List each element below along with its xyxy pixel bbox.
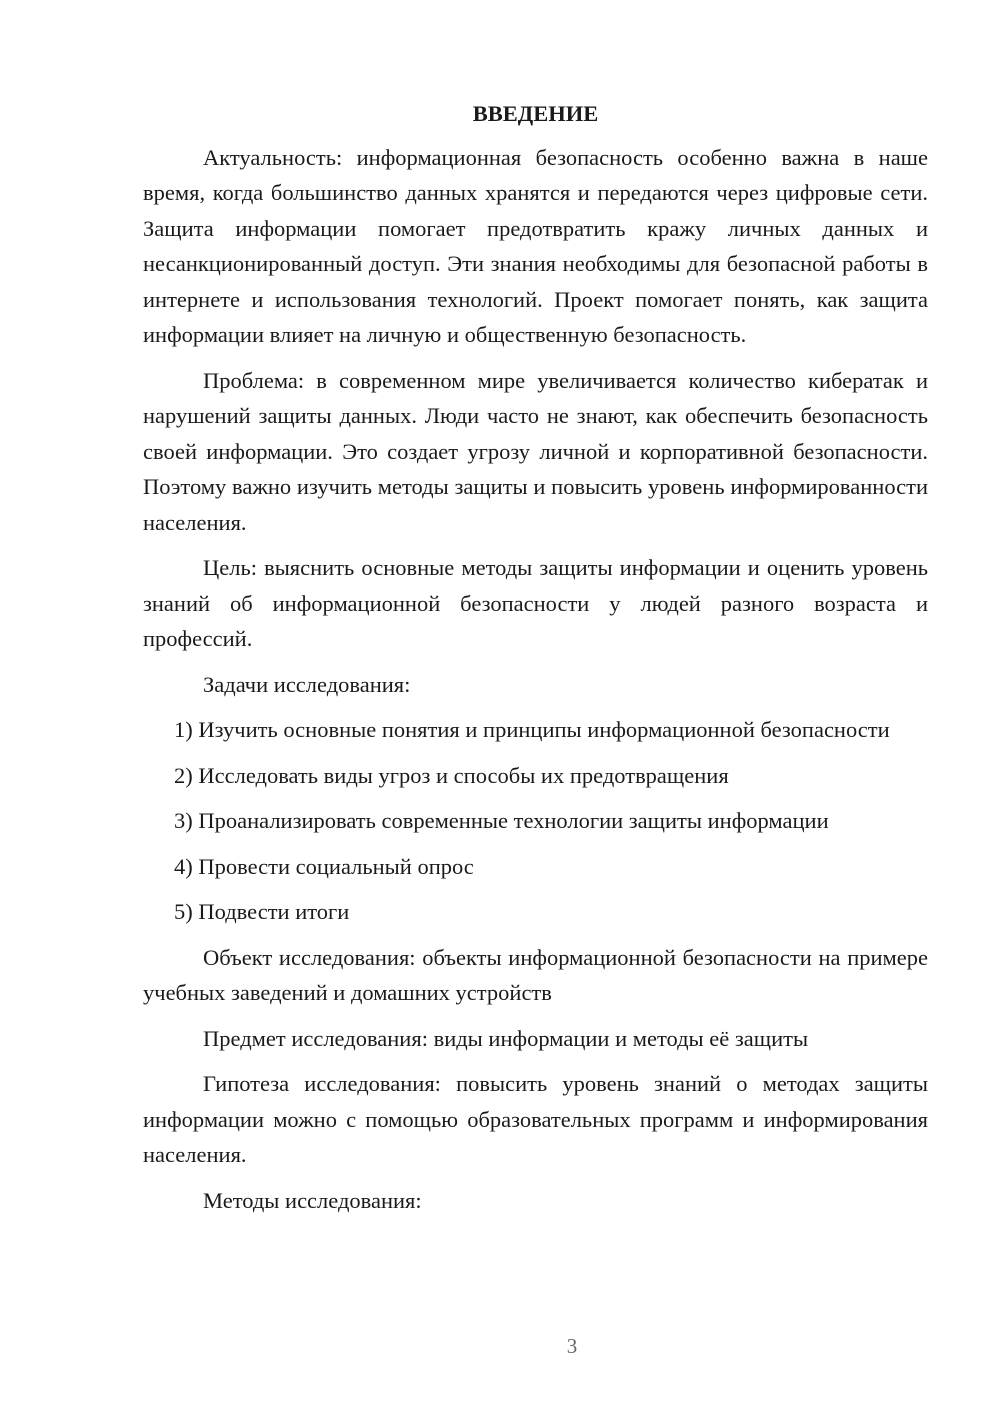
- task-item: 3) Проанализировать современные технологии защиты информации: [174, 808, 829, 833]
- subject-paragraph: Предмет исследования: виды информации и методы её защиты: [203, 1025, 809, 1051]
- hypothesis-paragraph: Гипотеза исследования: повысить уровень знаний о методах защиты информации можно с помощью образовательных программ и информирования населения.: [143, 1071, 928, 1167]
- task-item: 4) Провести социальный опрос: [174, 853, 474, 879]
- page-title: ВВЕДЕНИЕ: [472, 101, 599, 126]
- task-item: 2) Исследовать виды угроз и способы их предотвращения: [174, 762, 729, 788]
- task-item: 5) Подвести итоги: [174, 899, 350, 924]
- relevance-paragraph: Актуальность: информационная безопасность особенно важна в наше время, когда большинство данных хранятся и передаются через цифровые сети. Защита информации помогает предотвратить кражу личных данных и несанкционированный доступ. Эти знания необходимы для безопасной работы в интернете и использования технологий. Проект помогает понять, как защита информации влияет на личную и общественную безопасность.: [143, 144, 928, 347]
- object-paragraph: Объект исследования: объекты информационной безопасности на примере учебных заведений и домашних устройств: [143, 944, 928, 1005]
- page-content: [143, 96, 928, 1228]
- problem-paragraph: Проблема: в современном мире увеличивается количество кибератак и нарушений защиты данных. Люди часто не знают, как обеспечить безопасность своей информации. Это создает угрозу личной и корпоративной безопасности. Поэтому важно изучить методы защиты и повысить уровень информированности населения.: [143, 367, 928, 535]
- page-number: 3: [566, 1334, 578, 1358]
- methods-heading: Методы исследования:: [203, 1187, 422, 1213]
- task-item: 1) Изучить основные понятия и принципы информационной безопасности: [174, 717, 890, 742]
- goal-paragraph: Цель: выяснить основные методы защиты информации и оценить уровень знаний об информационной безопасности у людей разного возраста и профессий.: [143, 555, 928, 651]
- tasks-heading: Задачи исследования:: [203, 671, 411, 697]
